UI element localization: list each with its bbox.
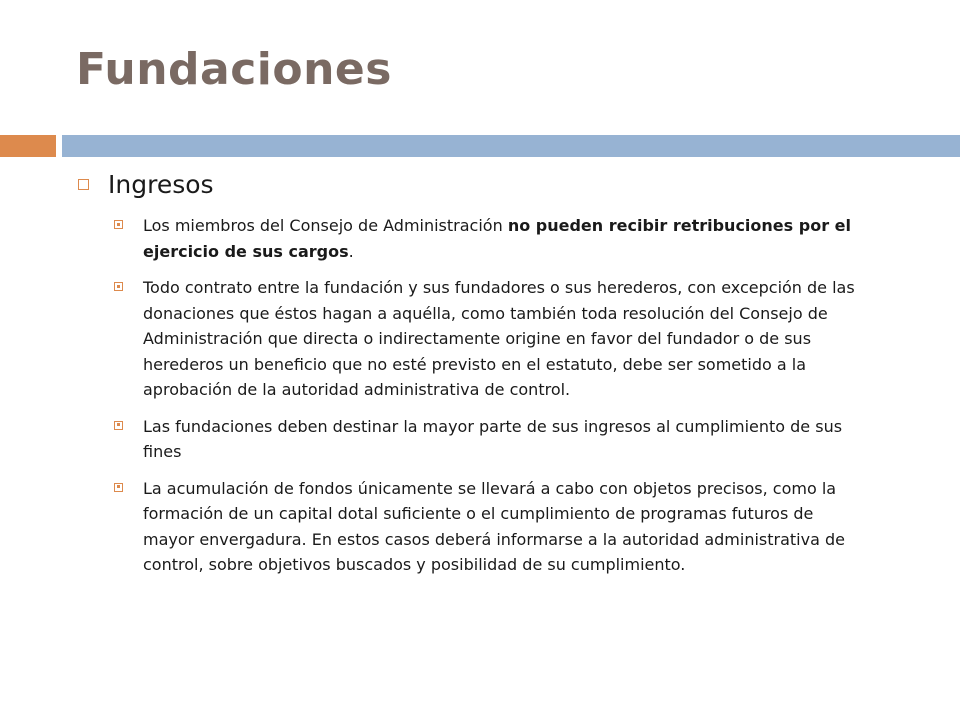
title-accent-bar-blue [62, 135, 960, 157]
list-item-text: La acumulación de fondos únicamente se llevará a cabo con objetos precisos, como la formación de un capital dotal suficiente o el cumplimiento de programas futuros de mayor envergadura. En estos casos deberá informarse a la autoridad administrativa de control, sobre objetivos buscados y posibilidad de su cumplimiento. [143, 478, 845, 574]
section-heading: Ingresos [108, 170, 214, 199]
list-item [114, 476, 878, 578]
list-item-text: Todo contrato entre la fundación y sus fundadores o sus herederos, con excepción de las donaciones que éstos hagan a aquélla, como también toda resolución del Consejo de Administración que directa o indirectamente origine en favor del fundador o de sus herederos un beneficio que no esté previsto en el estatuto, debe ser sometido a la aprobación de la autoridad administrativa de control. [143, 278, 855, 399]
hollow-square-bullet-icon [78, 179, 89, 190]
square-bullet-icon [114, 282, 123, 291]
title-accent-bar-orange [0, 135, 56, 157]
list-item-text: Las fundaciones deben destinar la mayor parte de sus ingresos al cumplimiento de sus fines [143, 416, 843, 461]
square-bullet-icon [114, 483, 123, 492]
square-bullet-icon [114, 421, 123, 430]
slide-title: Fundaciones [76, 44, 392, 95]
list-item [114, 213, 878, 264]
slide-content [78, 170, 878, 589]
list-item [114, 275, 878, 403]
list-item-lead: Los miembros del Consejo de Administración [143, 216, 508, 235]
list-item-tail: . [348, 241, 354, 261]
list-item-emphasis: no pueden recibir retribuciones por el ejercicio de sus cargos [143, 216, 851, 261]
list-item [114, 414, 878, 465]
square-bullet-icon [114, 220, 123, 229]
list-item-text [143, 213, 863, 264]
section-heading-row [78, 170, 878, 199]
